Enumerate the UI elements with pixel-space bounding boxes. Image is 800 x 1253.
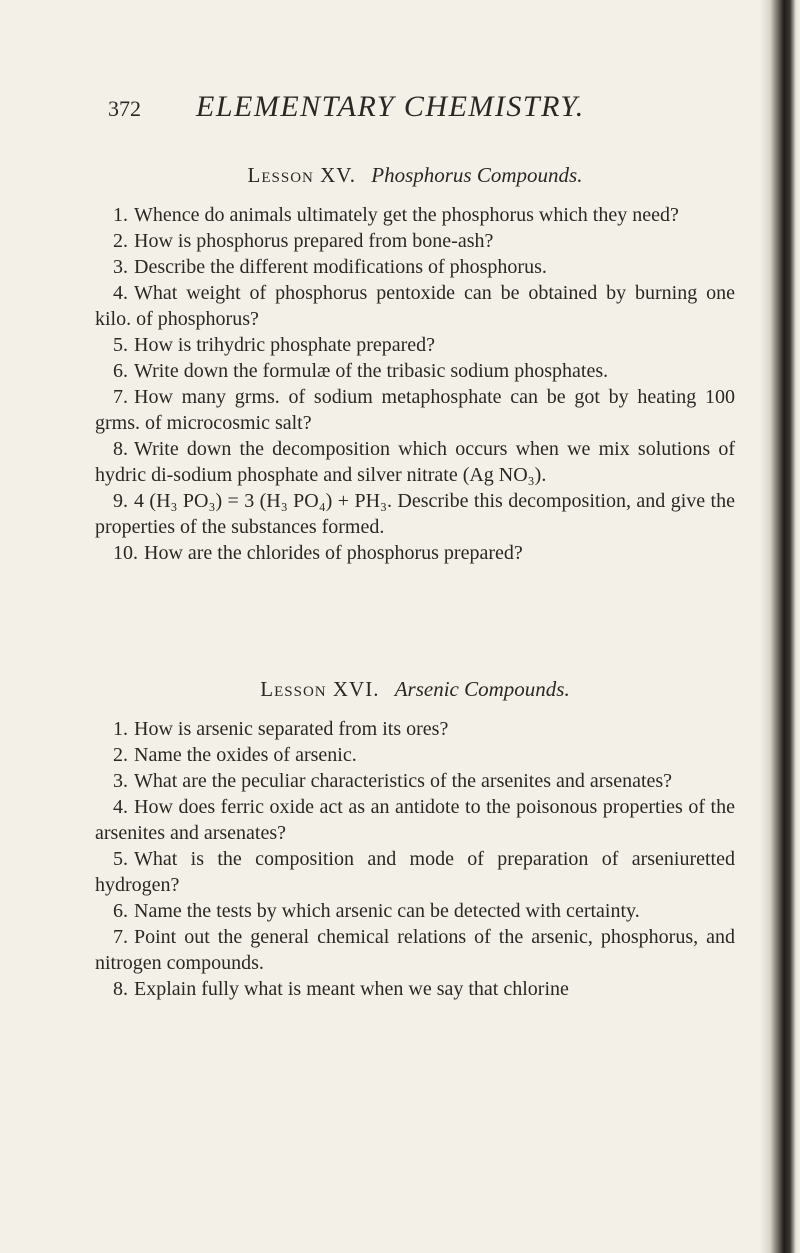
question-item: 6. Name the tests by which arsenic can be detected with certainty.: [113, 900, 640, 922]
lesson-topic: Phosphorus Compounds.: [371, 163, 583, 187]
question-item: 7. How many grms. of sodium metaphosphate can be got by heating 100 grms. of microcosmic salt?: [95, 386, 735, 434]
lesson-heading: [95, 676, 735, 702]
question-item: 8. Write down the decomposition which occurs when we mix solutions of hydric di-sodium phosphate and silver nitrate (Ag NO₃).: [95, 438, 735, 486]
question-item: 3. What are the peculiar characteristics of the arsenites and arsenates?: [113, 770, 673, 792]
lesson-label: Lesson XVI.: [260, 677, 380, 701]
question-item: 7. Point out the general chemical relations of the arsenic, phosphorus, and nitrogen compounds.: [95, 926, 735, 974]
question-item: 9. 4 (H₃ PO₃) = 3 (H₃ PO₄) + PH₃. Describe this decomposition, and give the properties of the substances formed.: [95, 490, 735, 538]
question-item: 4. What weight of phosphorus pentoxide can be obtained by burning one kilo. of phosphorus?: [95, 282, 735, 330]
lesson-topic: Arsenic Compounds.: [394, 677, 570, 701]
question-item: 6. Write down the formulæ of the tribasic sodium phosphates.: [113, 360, 609, 382]
question-item: 5. How is trihydric phosphate prepared?: [113, 334, 436, 356]
question-item: 2. Name the oxides of arsenic.: [113, 744, 357, 766]
question-item: 3. Describe the different modifications of phosphorus.: [113, 256, 547, 278]
question-item: 4. How does ferric oxide act as an antidote to the poisonous properties of the arsenites and arsenates?: [95, 796, 735, 844]
lesson-heading: [95, 162, 735, 188]
lesson-label: Lesson XV.: [247, 163, 356, 187]
question-item: 2. How is phosphorus prepared from bone-ash?: [113, 230, 494, 252]
question-item: 1. Whence do animals ultimately get the phosphorus which they need?: [113, 204, 679, 226]
running-title: ELEMENTARY CHEMISTRY.: [196, 90, 585, 123]
question-item: 1. How is arsenic separated from its ores?: [113, 718, 449, 740]
book-spine-edge: [760, 0, 800, 1253]
question-item: 8. Explain fully what is meant when we say that chlorine: [113, 978, 569, 1000]
question-item: 10. How are the chlorides of phosphorus prepared?: [113, 542, 523, 564]
question-item: 5. What is the composition and mode of preparation of arseniuretted hydrogen?: [95, 848, 735, 896]
lesson-section-xvi: [95, 676, 735, 1002]
lesson-section-xv: [95, 162, 735, 566]
page-number: 372: [108, 96, 141, 121]
